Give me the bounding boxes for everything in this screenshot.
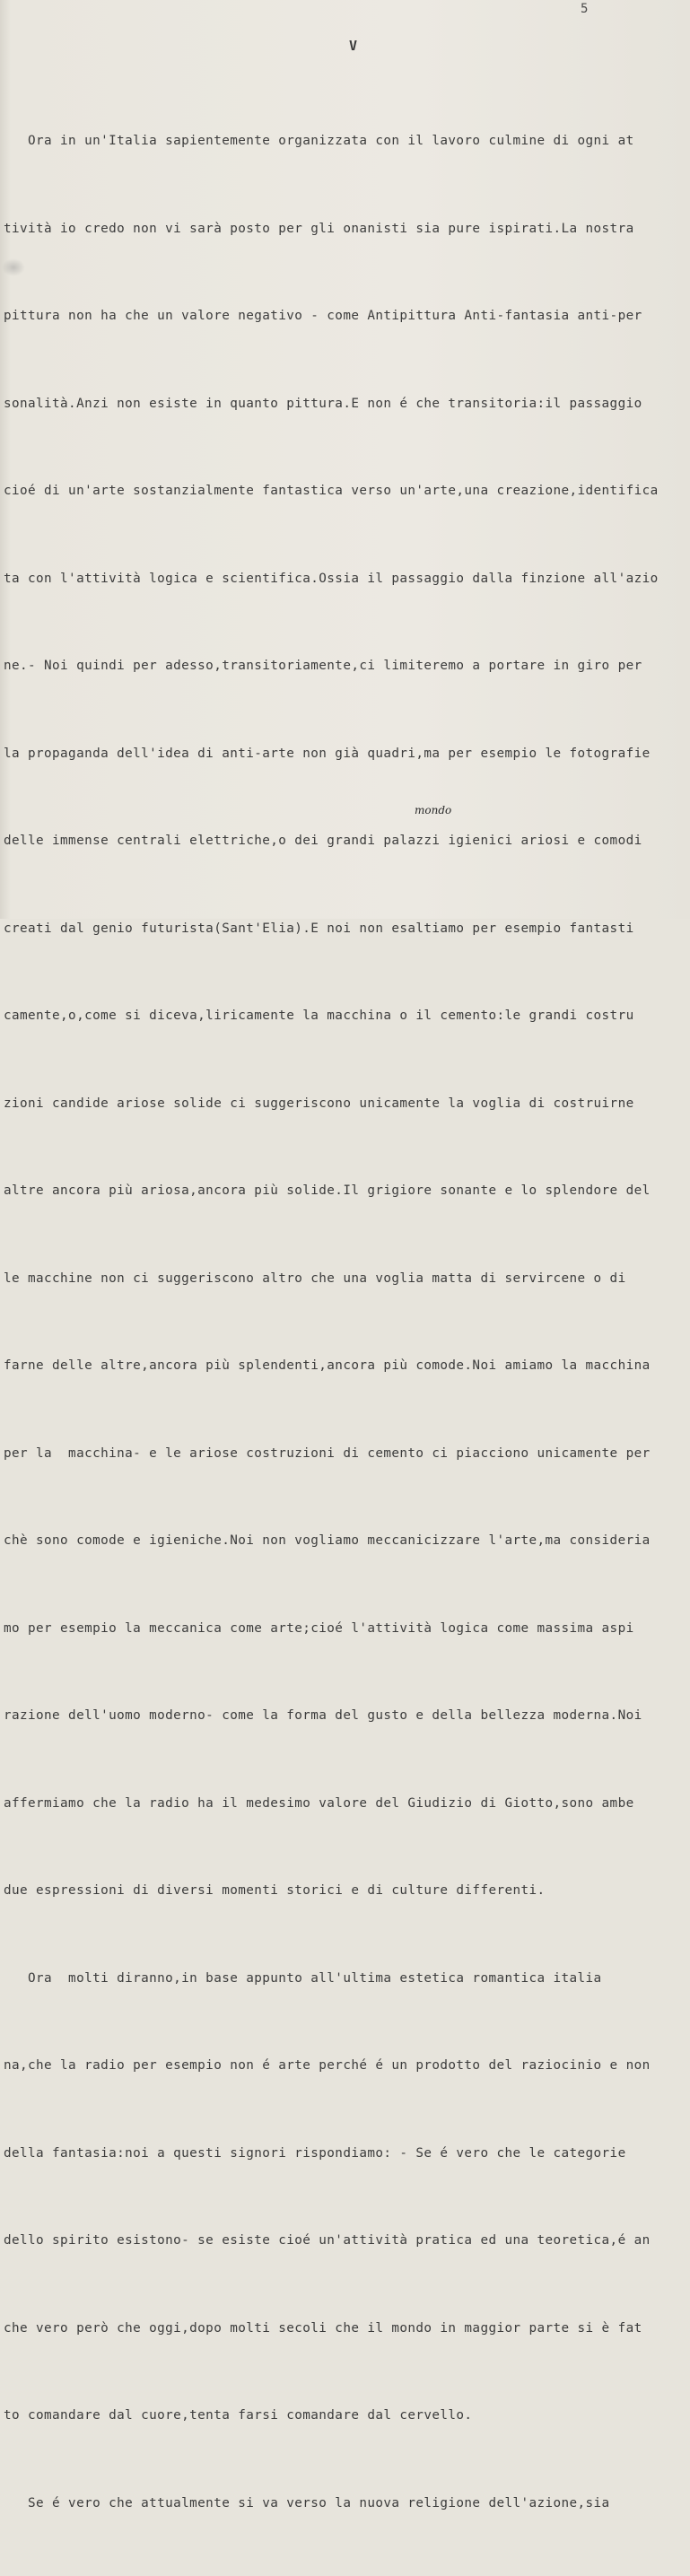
text-line: mo per esempio la meccanica come arte;cioé l'attività logica come massima aspi	[4, 1620, 634, 1636]
page-number: 5	[581, 2, 589, 16]
text-line: dello spirito esistono- se esiste cioé un'attività pratica ed una teoretica,é an	[4, 2233, 651, 2248]
text-line: razione dell'uomo moderno- come la forma del gusto e della bellezza moderna.Noi	[4, 1708, 642, 1723]
text-line: cioé di un'arte sostanzialmente fantastica verso un'arte,una creazione,identifica	[4, 484, 659, 498]
text-line: camente,o,come si diceva,liricamente la macchina o il cemento:le grandi costru	[4, 1009, 634, 1023]
text-line: delle immense centrali elettriche,o dei grandi palazzi igienici ariosi e comodi	[4, 834, 642, 848]
text-line: della fantasia:noi a questi signori rispondiamo: - Se é vero che le categorie	[4, 2145, 626, 2161]
text-line: due espressioni di diversi momenti storici e di culture differenti.	[4, 1883, 546, 1898]
text-line: pittura non ha che un valore negativo - come Antipittura Anti-fantasia anti-per	[4, 309, 642, 323]
text-line: affermiamo che la radio ha il medesimo valore del Giudizio di Giotto,sono ambe	[4, 1795, 634, 1811]
text-line: per la macchina- e le ariose costruzioni di cemento ci piacciono unicamente per	[4, 1445, 651, 1461]
text-line: ne.- Noi quindi per adesso,transitoriamente,ci limiteremo a portare in giro per	[4, 659, 642, 673]
text-line: le macchine non ci suggeriscono altro che una voglia matta di servircene o di	[4, 1271, 626, 1286]
text-line: tività io credo non vi sarà posto per gli onanisti sia pure ispirati.La nostra	[4, 221, 634, 236]
text-line: la propaganda dell'idea di anti-arte non già quadri,ma per esempio le fotografie	[4, 746, 651, 761]
text-line: Ora molti diranno,in base appunto all'ultima estetica romantica italia	[4, 1970, 602, 1986]
handwritten-correction: mondo	[415, 804, 452, 816]
text-line: to comandare dal cuore,tenta farsi comandare dal cervello.	[4, 2408, 473, 2423]
text-line: che vero però che oggi,dopo molti secoli che il mondo in maggior parte si è fat	[4, 2320, 642, 2336]
text-line: altre ancora più ariosa,ancora più solide.Il grigiore sonante e lo splendore del	[4, 1183, 651, 1198]
text-line: chè sono comode e igieniche.Noi non vogliamo meccanicizzare l'arte,ma consideria	[4, 1533, 651, 1548]
text-line: na,che la radio per esempio non é arte perché é un prodotto del raziocinio e non	[4, 2058, 651, 2073]
text-line: zioni candide ariose solide ci suggeriscono unicamente la voglia di costruirne	[4, 1096, 634, 1111]
body-text	[4, 68, 687, 2576]
text-line: creati dal genio futurista(Sant'Elia).E noi non esaltiamo per esempio fantasti	[4, 921, 634, 936]
text-line: ta con l'attività logica e scientifica.Ossia il passaggio dalla finzione all'azio	[4, 571, 659, 586]
text-line: sonalità.Anzi non esiste in quanto pittura.E non é che transitoria:il passaggio	[4, 396, 642, 411]
text-line: Ora in un'Italia sapientemente organizzata con il lavoro culmine di ogni at	[4, 134, 634, 148]
text-line: farne delle altre,ancora più splendenti,ancora più comode.Noi amiamo la macchina	[4, 1358, 651, 1373]
section-heading: V	[349, 38, 358, 54]
text-line: Se é vero che attualmente si va verso la nuova religione dell'azione,sia	[4, 2495, 610, 2511]
